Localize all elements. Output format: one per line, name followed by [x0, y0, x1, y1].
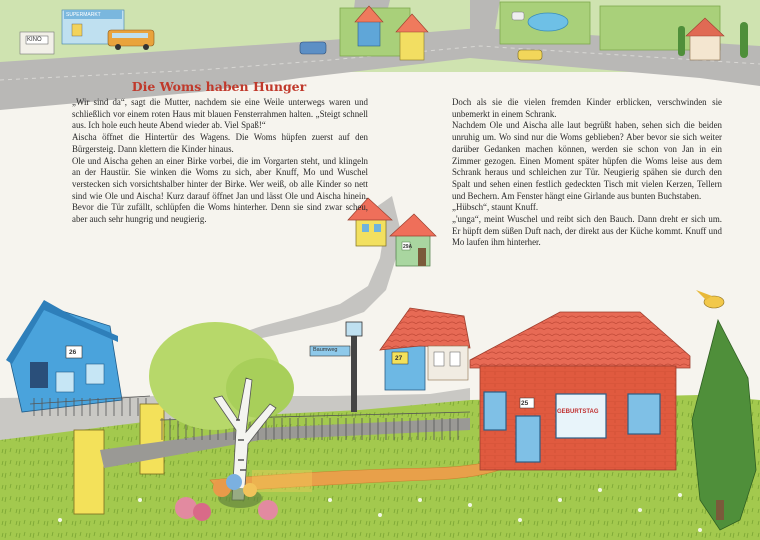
paragraph: Ole und Aischa gehen an einer Birke vorbei, die im Vorgarten steht, und klingeln an der Haustür. Sie winken die Woms zu sich, aber Knuff, Mo und Wuschel verstecken sich vorsichtshalber hinter der Birke. Wer weiß, ob alle Kinder so nett sind wie Ole und Aischa! Kurz darauf öffnet Jan und lässt Ole und Aischa hinein. Bevor die Tür zufällt, schlüpfen die Woms hinterher. Denn sie sind zwar scheu, aber auch sehr hungrig und neugierig. — [72, 155, 368, 225]
house-number-29a: 29A — [403, 244, 413, 250]
story-title: Die Woms haben Hunger — [131, 79, 307, 94]
paragraph: „Wir sind da“, sagt die Mutter, nachdem sie eine Weile unterwegs waren und schließlich vor einem roten Haus mit blauen Fensterrahmen halten. „Steigt schnell aus. Ich hole euch heute Abend wieder ab. Viel Spaß!“ — [72, 97, 368, 131]
house-number-27: 27 — [395, 355, 403, 362]
house-number-26: 26 — [69, 349, 77, 356]
street-sign: Baumweg — [313, 347, 338, 353]
geburtstag-banner: GEBURTSTAG — [557, 409, 599, 415]
paragraph: Doch als sie die vielen fremden Kinder erblicken, verschwinden sie unbemerkt in einem Schrank. — [452, 97, 722, 119]
paragraph: „'unga“, meint Wuschel und reibt sich den Bauch. Dann dreht er sich um. Er hüpft dem süßen Duft nach, der direkt aus der Küche kommt. Knuff und Mo laufen ihm hinterher. — [452, 214, 722, 248]
paragraph: „Hübsch“, staunt Knuff. — [452, 202, 539, 213]
supermarkt-sign: SUPERMARKT — [66, 12, 101, 18]
text-column-left — [72, 97, 368, 226]
paragraph: Aischa öffnet die Hintertür des Wagens. Die Woms hüpfen zuerst auf den Bürgersteig. Dann klettern die Kinder hinaus. — [72, 132, 368, 154]
text-column-right — [452, 97, 722, 249]
house-number-25: 25 — [521, 400, 529, 407]
kino-sign: KINO — [27, 37, 42, 43]
paragraph: Nachdem Ole und Aischa alle laut begrüßt haben, sehen sich die beiden unruhig um. Wo sind nur die Woms geblieben? Aber bevor sie sich weiter darüber Gedanken machen können, werden sie schon von Jan in ein Zimmer gezogen. Einen Moment später hüpfen die Woms leise aus dem Schrank heraus und schleichen zur Tür. Neugierig spähen sie durch den Spalt und sehen einen festlich gedeckten Tisch mit vielen Kerzen, Tellern und Bechern. Am Fenster hängt eine Girlande aus bunten Buchstaben. — [452, 120, 722, 201]
